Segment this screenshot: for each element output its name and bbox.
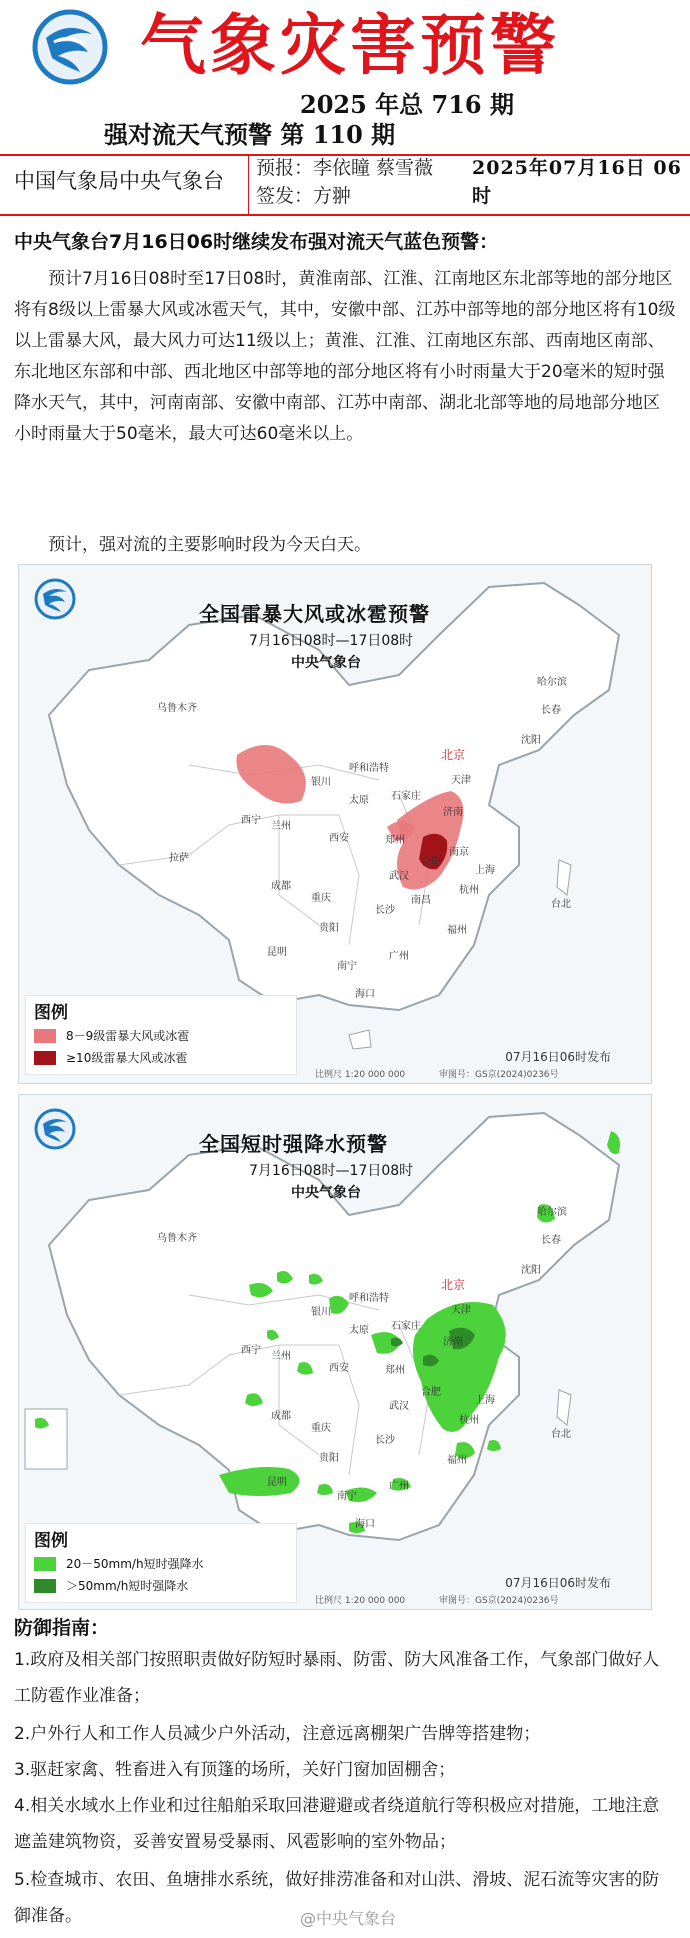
city-label: 昆明 bbox=[267, 1477, 287, 1488]
forecasters-label: 预报： bbox=[256, 157, 314, 179]
city-label: 济南 bbox=[443, 1337, 463, 1348]
legend-item bbox=[34, 1554, 288, 1574]
header-divider-bottom bbox=[0, 214, 690, 216]
map-organization: 中央气象台 bbox=[291, 1185, 361, 1201]
city-label: 天津 bbox=[451, 775, 471, 786]
signer-name: 方翀 bbox=[313, 185, 352, 207]
city-label: 北京 bbox=[441, 1278, 466, 1292]
map-period: 7月16日08时—17日08时 bbox=[249, 1163, 414, 1179]
city-label: 海口 bbox=[355, 989, 375, 1000]
forecaster-block bbox=[256, 154, 433, 210]
city-label: 哈尔滨 bbox=[537, 1207, 567, 1218]
city-label: 南宁 bbox=[337, 961, 357, 972]
city-label: 西安 bbox=[329, 1363, 349, 1374]
city-label: 南宁 bbox=[337, 1491, 357, 1502]
issue-number: 2025 年总 716 期 bbox=[300, 90, 514, 119]
city-label: 长春 bbox=[541, 705, 561, 716]
document-header bbox=[0, 0, 690, 220]
defense-item: 2.户外行人和工作人员减少户外活动，注意远离棚架广告牌等搭建物； bbox=[14, 1724, 541, 1744]
map-legend bbox=[25, 1523, 297, 1603]
city-label: 武汉 bbox=[389, 871, 409, 882]
city-label: 合肥 bbox=[421, 1387, 441, 1398]
city-label: 呼和浩特 bbox=[349, 1293, 389, 1304]
city-label: 成都 bbox=[271, 881, 291, 892]
city-label: 太原 bbox=[349, 795, 369, 806]
warning-lead: 中央气象台7月16日06时继续发布强对流天气蓝色预警： bbox=[14, 231, 499, 253]
legend-title: 图例 bbox=[34, 1531, 68, 1551]
map-review-number: 审图号：GS京(2024)0236号 bbox=[439, 1596, 559, 1606]
city-label: 乌鲁木齐 bbox=[157, 1233, 197, 1244]
map-review-number: 审图号：GS京(2024)0236号 bbox=[439, 1070, 559, 1080]
forecasters-names: 李依瞳 蔡雪薇 bbox=[313, 157, 434, 179]
city-label: 天津 bbox=[451, 1305, 471, 1316]
map-organization: 中央气象台 bbox=[291, 655, 361, 671]
city-label: 银川 bbox=[311, 1307, 331, 1318]
map-scale: 比例尺 1:20 000 000 bbox=[315, 1070, 406, 1080]
city-label: 石家庄 bbox=[391, 1321, 421, 1332]
city-label: 广州 bbox=[389, 1481, 409, 1492]
city-label: 乌鲁木齐 bbox=[157, 703, 197, 714]
legend-item bbox=[34, 1026, 288, 1046]
timing-paragraph: 预计，强对流的主要影响时段为今天白天。 bbox=[48, 535, 371, 555]
city-label: 台北 bbox=[551, 1429, 571, 1440]
legend-swatch bbox=[34, 1579, 56, 1593]
city-label: 沈阳 bbox=[521, 735, 541, 746]
map-title: 全国短时强降水预警 bbox=[199, 1132, 388, 1156]
defense-item: 4.相关水域水上作业和过往船舶采取回港避避或者绕道航行等积极应对措施，工地注意遮盖建筑物资，妥善安置易受暴雨、风雹影响的室外物品； bbox=[14, 1796, 660, 1852]
city-label: 沈阳 bbox=[521, 1265, 541, 1276]
city-label: 呼和浩特 bbox=[349, 763, 389, 774]
city-label: 北京 bbox=[441, 748, 466, 762]
city-label: 哈尔滨 bbox=[537, 677, 567, 688]
issuing-organization: 中国气象局中央气象台 bbox=[14, 169, 224, 193]
map-period: 7月16日08时—17日08时 bbox=[249, 633, 414, 649]
city-label: 济南 bbox=[443, 807, 463, 818]
city-label: 重庆 bbox=[311, 893, 331, 904]
city-label: 上海 bbox=[475, 865, 495, 876]
legend-swatch bbox=[34, 1557, 56, 1571]
city-label: 贵阳 bbox=[319, 1453, 339, 1464]
signer-label: 签发： bbox=[256, 185, 314, 207]
city-label: 重庆 bbox=[311, 1423, 331, 1434]
legend-label: 20－50mm/h短时强降水 bbox=[66, 1557, 204, 1571]
city-label: 郑州 bbox=[385, 835, 405, 846]
thunderstorm-hail-warning-map bbox=[18, 564, 652, 1084]
map-title: 全国雷暴大风或冰雹预警 bbox=[199, 602, 430, 626]
city-label: 拉萨 bbox=[169, 853, 189, 864]
legend-label: ＞50mm/h短时强降水 bbox=[66, 1579, 189, 1593]
city-label: 台北 bbox=[551, 899, 571, 910]
legend-item bbox=[34, 1048, 288, 1068]
legend-label: ≥10级雷暴大风或冰雹 bbox=[66, 1051, 188, 1065]
issue-date: 2025年07月16日 06时 bbox=[472, 157, 682, 207]
map-issued-time: 07月16日06时发布 bbox=[505, 1576, 611, 1590]
defense-item: 3.驱赶家禽、牲畜进入有顶篷的场所，关好门窗加固棚舍； bbox=[14, 1760, 456, 1780]
city-label: 西宁 bbox=[241, 1345, 261, 1356]
city-label: 广州 bbox=[389, 951, 409, 962]
city-label: 南京 bbox=[449, 847, 469, 858]
weibo-watermark: @中央气象台 bbox=[300, 1909, 397, 1928]
city-label: 兰州 bbox=[271, 1351, 291, 1362]
legend-label: 8－9级雷暴大风或冰雹 bbox=[66, 1029, 190, 1043]
city-label: 上海 bbox=[475, 1395, 495, 1406]
map-issued-time: 07月16日06时发布 bbox=[505, 1050, 611, 1064]
city-label: 贵阳 bbox=[319, 923, 339, 934]
warning-subtitle: 强对流天气预警 第 110 期 bbox=[104, 120, 396, 149]
heavy-rainfall-warning-map bbox=[18, 1094, 652, 1610]
city-label: 成都 bbox=[271, 1411, 291, 1422]
legend-title: 图例 bbox=[34, 1003, 68, 1023]
city-label: 长沙 bbox=[375, 905, 395, 916]
legend-item bbox=[34, 1576, 288, 1596]
city-label: 长沙 bbox=[375, 1435, 395, 1446]
map-logo-icon bbox=[33, 577, 77, 621]
legend-swatch bbox=[34, 1051, 56, 1065]
forecast-paragraph: 预计7月16日08时至17日08时，黄淮南部、江淮、江南地区东北部等地的部分地区将有8级以上雷暴大风或冰雹天气，其中，安徽中部、江苏中部等地的部分地区将有10级以上雷暴大风，最大风力可达11级以上；黄淮、江淮、江南地区东部、西南地区南部、东北地区东部和中部、西北地区中部等地的部分地区将有小时雨量大于20毫米的短时强降水天气，其中，河南南部、安徽中南部、江苏中南部、湖北北部等地的局地部分地区小时雨量大于50毫米，最大可达60毫米以上。 bbox=[14, 269, 676, 444]
city-label: 合肥 bbox=[421, 857, 441, 868]
defense-guide-title: 防御指南： bbox=[14, 1617, 110, 1639]
header-vertical-divider bbox=[248, 156, 249, 214]
map-logo-icon bbox=[33, 1107, 77, 1151]
city-label: 长春 bbox=[541, 1235, 561, 1246]
legend-swatch bbox=[34, 1029, 56, 1043]
city-label: 昆明 bbox=[267, 947, 287, 958]
city-label: 郑州 bbox=[385, 1365, 405, 1376]
city-label: 福州 bbox=[447, 925, 467, 936]
cma-logo-icon bbox=[28, 8, 112, 86]
map-scale: 比例尺 1:20 000 000 bbox=[315, 1596, 406, 1606]
city-label: 石家庄 bbox=[391, 791, 421, 802]
city-label: 西宁 bbox=[241, 815, 261, 826]
city-label: 杭州 bbox=[459, 1415, 479, 1426]
city-label: 海口 bbox=[355, 1519, 375, 1530]
city-label: 杭州 bbox=[459, 885, 479, 896]
city-label: 武汉 bbox=[389, 1401, 409, 1412]
document-title: 气象灾害预警 bbox=[140, 6, 560, 84]
city-label: 银川 bbox=[311, 777, 331, 788]
defense-item: 5.检查城市、农田、鱼塘排水系统，做好排涝准备和对山洪、滑坡、泥石流等灾害的防御准备。 bbox=[14, 1870, 660, 1926]
city-label: 西安 bbox=[329, 833, 349, 844]
city-label: 福州 bbox=[447, 1455, 467, 1466]
city-label: 兰州 bbox=[271, 821, 291, 832]
map-legend bbox=[25, 995, 297, 1075]
city-label: 太原 bbox=[349, 1325, 369, 1336]
defense-item: 1.政府及相关部门按照职责做好防短时暴雨、防雷、防大风准备工作，气象部门做好人工防雹作业准备； bbox=[14, 1650, 660, 1706]
city-label: 南昌 bbox=[411, 895, 431, 906]
